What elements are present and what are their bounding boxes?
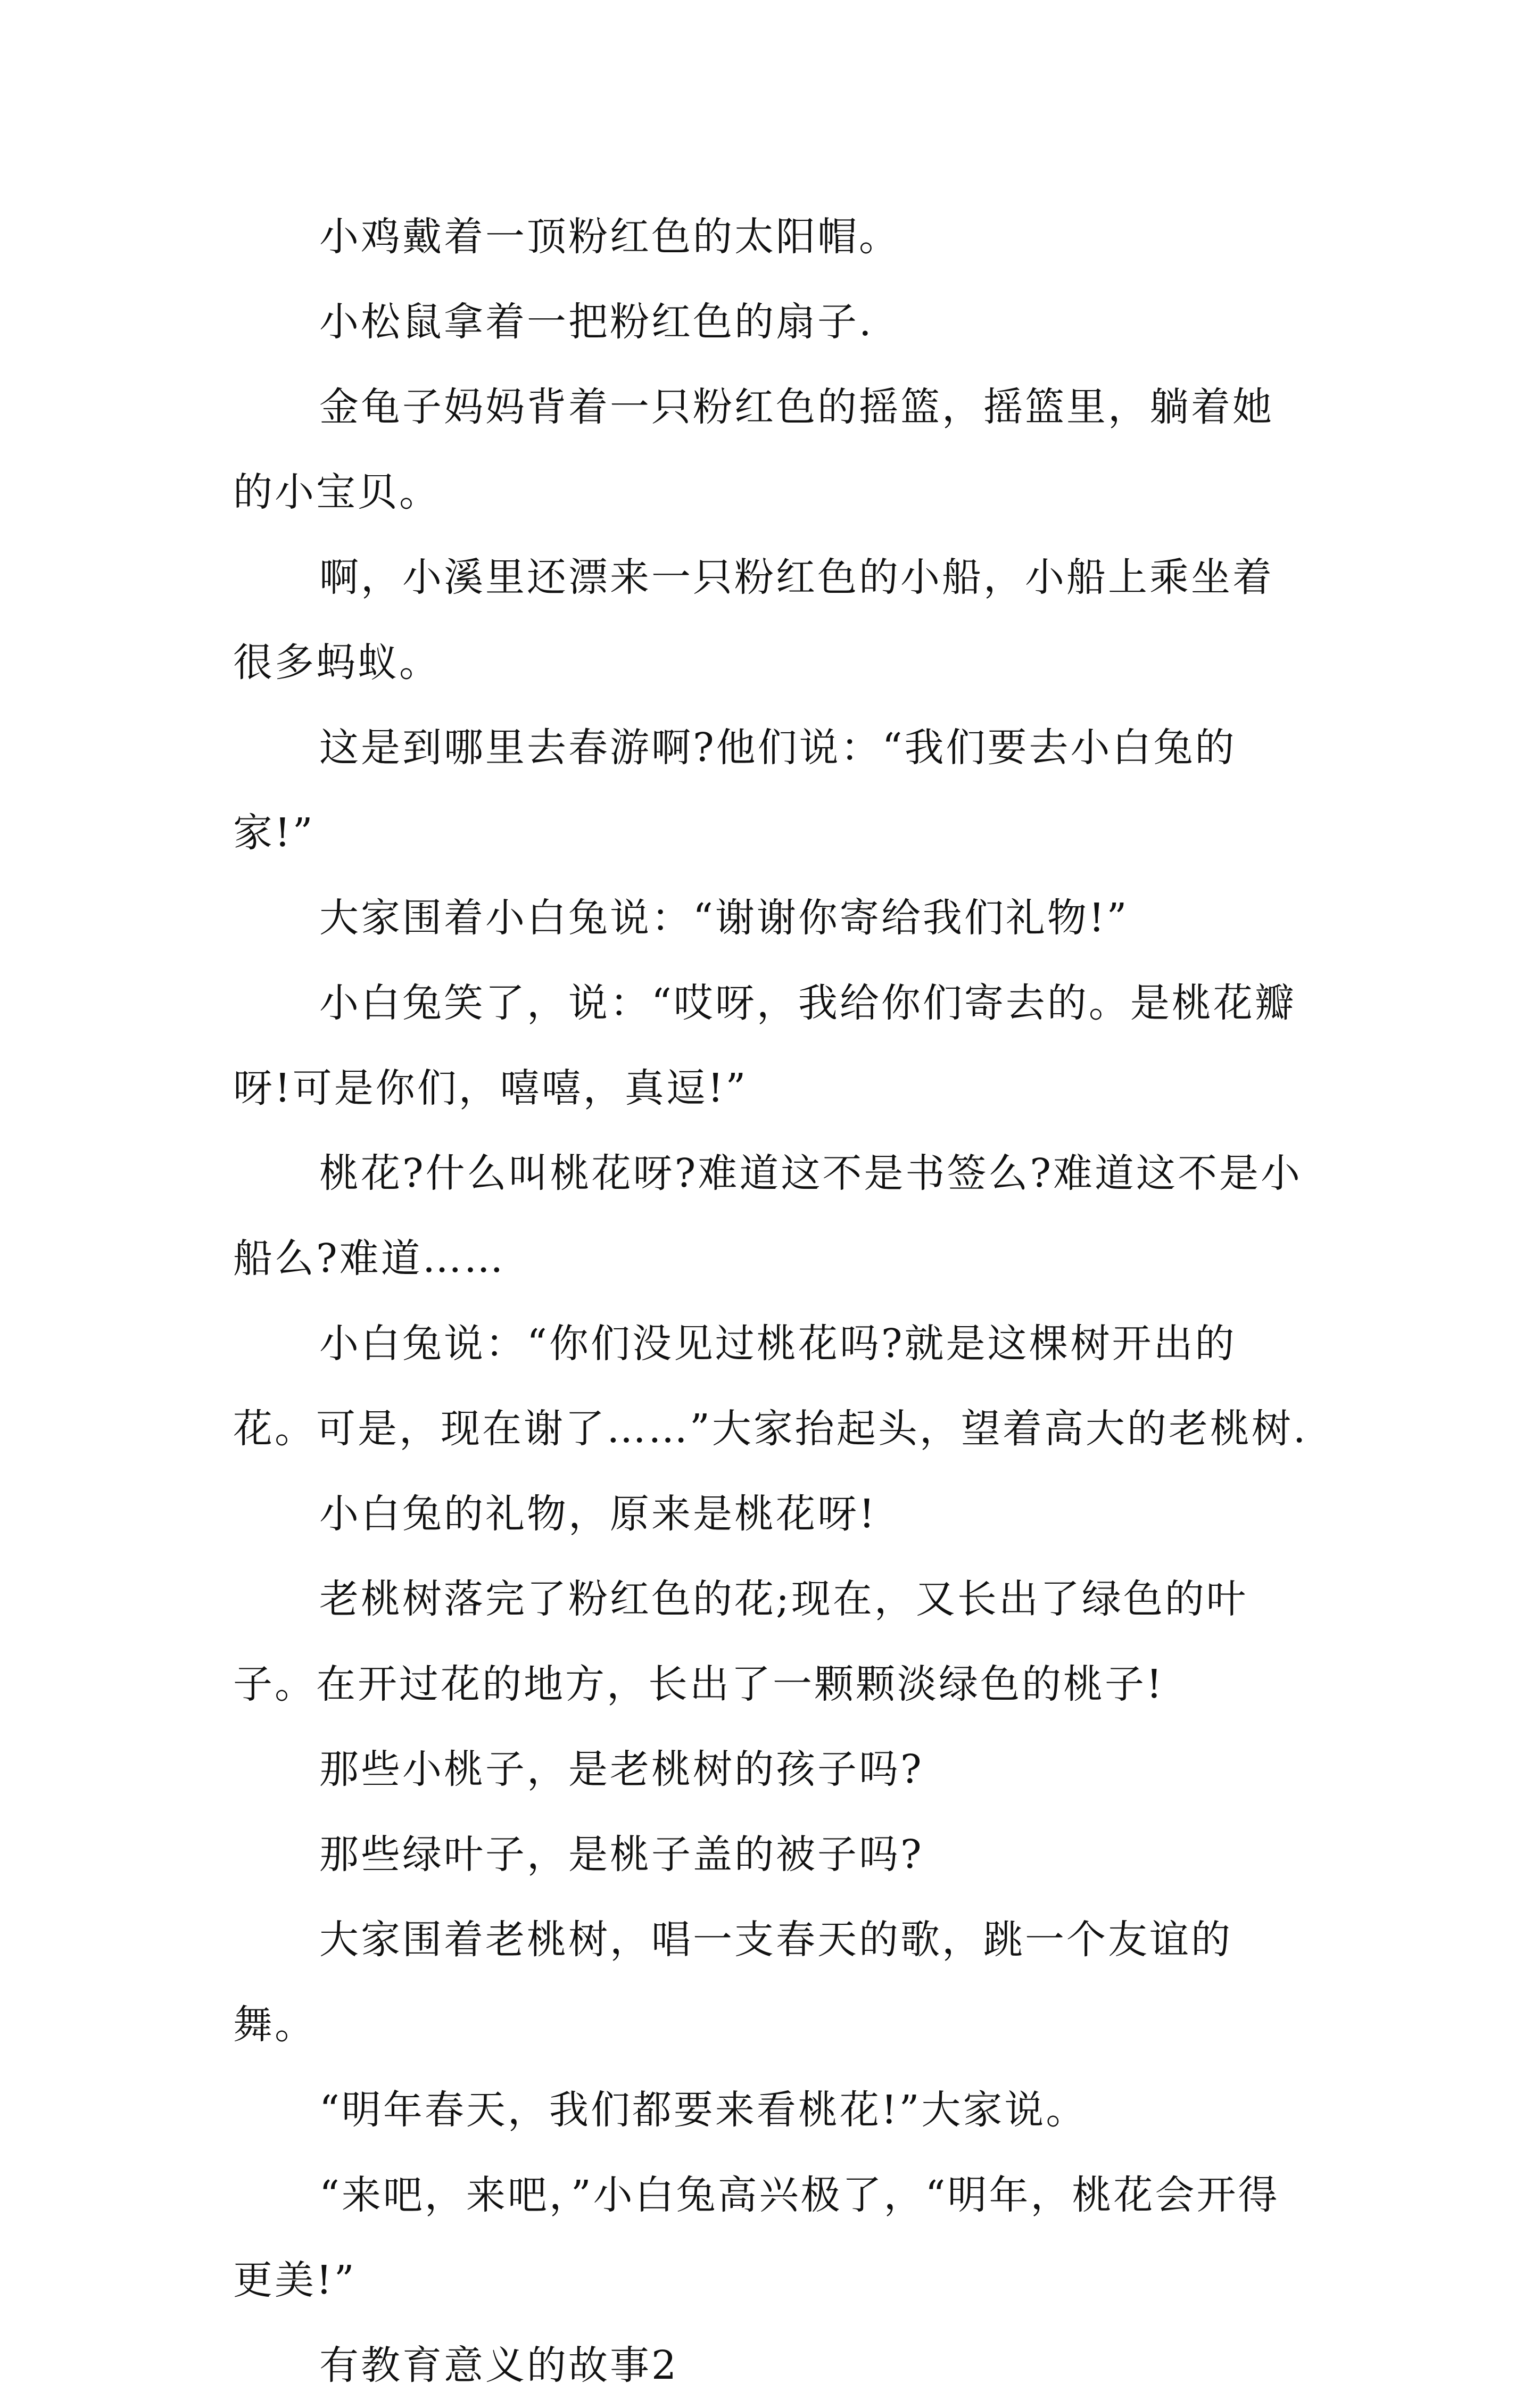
paragraph: 啊，小溪里还漂来一只粉红色的小船，小船上乘坐着很多蚂蚁。 — [233, 555, 1274, 685]
story-text — [233, 194, 1313, 2408]
paragraph: 老桃树落完了粉红色的花;现在，又长出了绿色的叶子。在开过花的地方，长出了一颗颗淡绿色的桃子! — [233, 1576, 1248, 1707]
paragraph: 小白兔的礼物，原来是桃花呀! — [319, 1491, 877, 1537]
paragraph: 大家围着小白兔说：“谢谢你寄给我们礼物!” — [319, 895, 1129, 941]
paragraph: 金龟子妈妈背着一只粉红色的摇篮，摇篮里，躺着她的小宝贝。 — [233, 384, 1274, 515]
paragraph: “明年春天，我们都要来看桃花!”大家说。 — [319, 2087, 1088, 2133]
paragraph: 小白兔说：“你们没见过桃花吗?就是这棵树开出的花。可是，现在谢了……”大家抬起头，望着高大的老桃树. — [233, 1321, 1308, 1452]
paragraph: 小松鼠拿着一把粉红色的扇子. — [319, 299, 874, 345]
paragraph: 那些小桃子，是老桃树的孩子吗? — [319, 1747, 924, 1792]
paragraph: 大家围着老桃树，唱一支春天的歌，跳一个友谊的舞。 — [233, 1917, 1232, 2048]
paragraph: 桃花?什么叫桃花呀?难道这不是书签么?难道这不是小船么?难道…… — [233, 1151, 1303, 1281]
paragraph: 小白兔笑了，说：“哎呀，我给你们寄去的。是桃花瓣呀!可是你们，嘻嘻，真逗!” — [233, 980, 1296, 1111]
paragraph: 小鸡戴着一顶粉红色的太阳帽。 — [319, 214, 900, 260]
section-heading: 有教育意义的故事2 — [319, 2343, 679, 2388]
paragraph: 这是到哪里去春游啊?他们说：“我们要去小白兔的家!” — [233, 725, 1237, 856]
paragraph: 那些绿叶子，是桃子盖的被子吗? — [319, 1832, 924, 1877]
paragraph: “来吧，来吧，”小白兔高兴极了，“明年，桃花会开得更美!” — [233, 2172, 1280, 2303]
